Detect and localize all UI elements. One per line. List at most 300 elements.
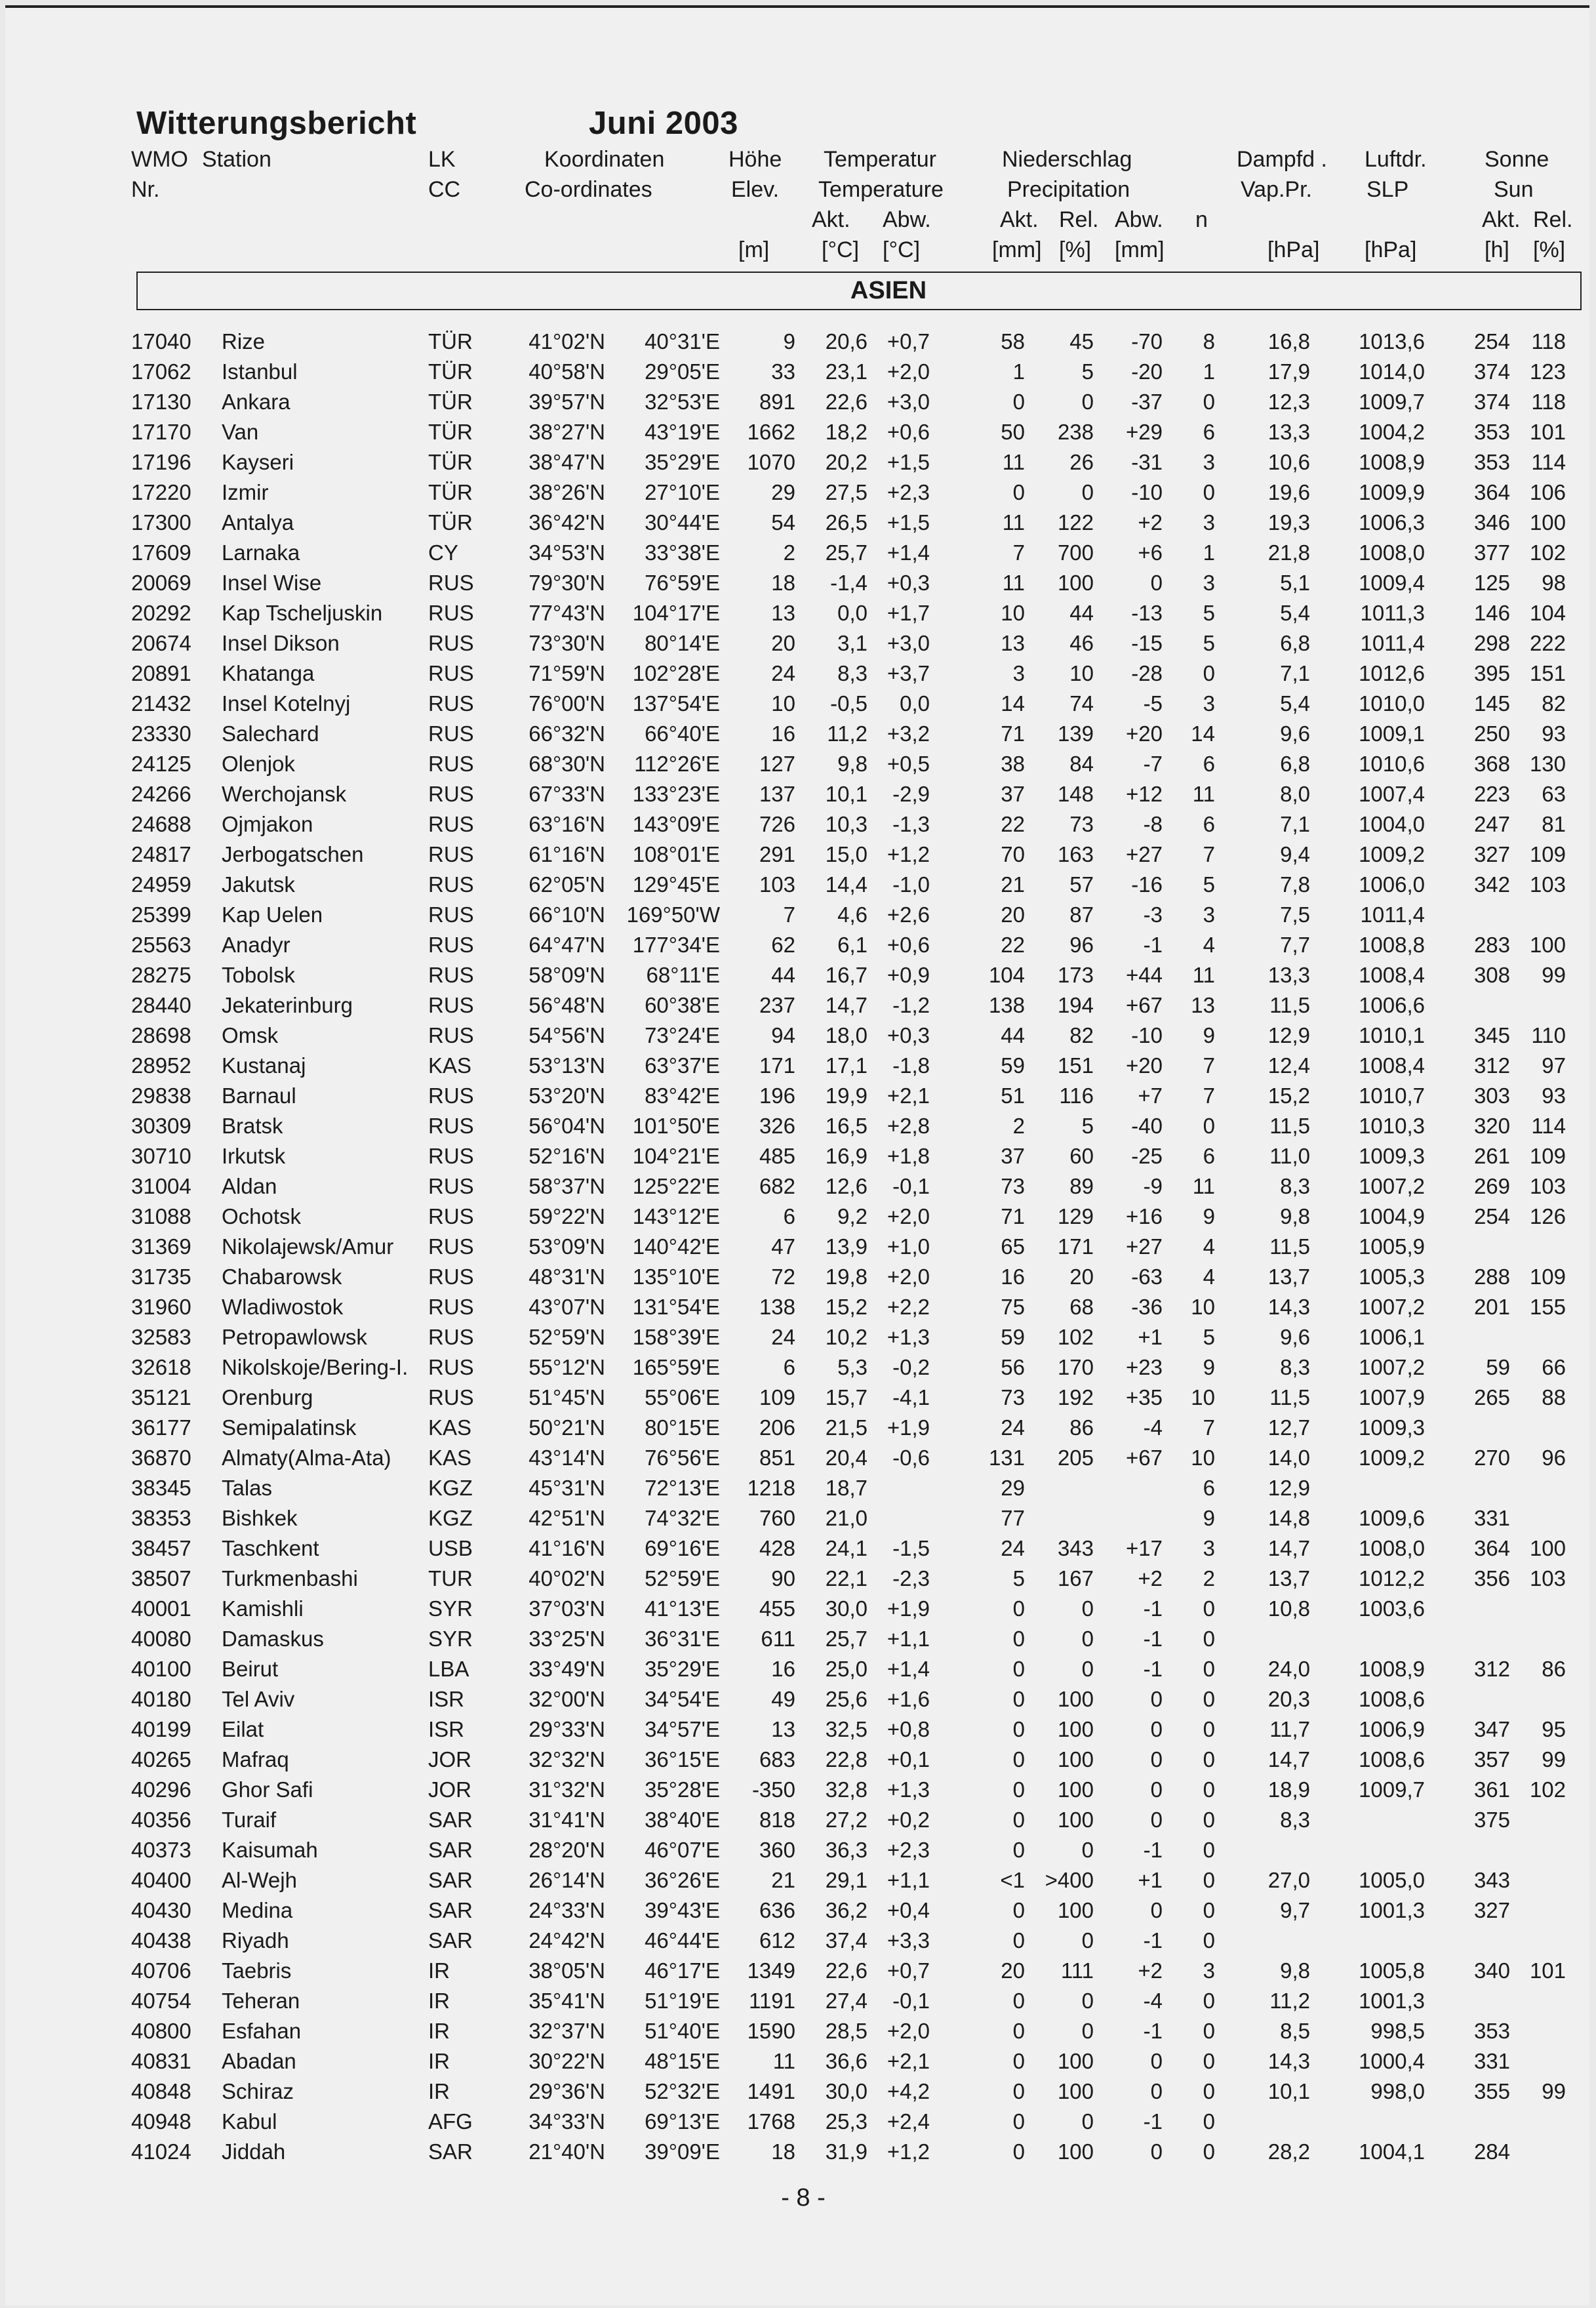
cell-wmo-nr: 28275 [131,963,191,987]
cell-wmo-nr: 36177 [131,1415,191,1440]
header-elev: Elev. [731,177,780,202]
header-temp-abw: Abw. [883,207,931,232]
cell-precip-days: 8 [1203,329,1215,354]
cell-sun-akt: 261 [1473,1144,1510,1168]
cell-slp: 1006,9 [1359,1717,1425,1741]
cell-station-name: Almaty(Alma-Ata) [222,1446,391,1470]
cell-temp-akt: 15,0 [825,842,868,866]
cell-precip-days: 7 [1203,1415,1215,1440]
header-nied-abw: Abw. [1115,207,1163,232]
cell-precip-rel: 26 [1069,450,1094,474]
cell-station-name: Rize [222,329,266,354]
cell-temp-akt: 16,7 [825,963,868,987]
header-temperatur: Temperatur [824,147,936,172]
cell-vapour-pressure: 24,0 [1267,1657,1310,1681]
cell-precip-akt: 138 [988,993,1025,1017]
cell-temp-abw: +0,9 [887,963,930,987]
cell-vapour-pressure: 8,0 [1280,782,1310,806]
cell-precip-abw: +20 [1126,1053,1163,1078]
cell-elevation: 137 [759,782,795,806]
cell-wmo-nr: 20069 [131,571,191,595]
cell-precip-days: 1 [1203,359,1215,384]
cell-precip-days: 5 [1203,1325,1215,1349]
cell-precip-rel: 0 [1081,390,1094,414]
cell-precip-akt: 21 [1001,872,1025,897]
cell-vapour-pressure: 5,1 [1280,571,1310,595]
cell-sun-rel: 114 [1531,450,1566,474]
cell-precip-akt: 56 [1001,1355,1025,1379]
table-row [5,1777,1596,1808]
cell-latitude: 56°48'N [529,993,605,1017]
cell-sun-akt: 361 [1473,1777,1510,1802]
cell-longitude: 35°28'E [645,1777,720,1802]
cell-longitude: 52°59'E [645,1566,720,1590]
cell-wmo-nr: 20674 [131,631,191,655]
cell-latitude: 53°20'N [529,1083,605,1108]
cell-precip-rel: 20 [1069,1265,1094,1289]
cell-sun-rel: 109 [1529,842,1566,866]
cell-temp-abw: +1,5 [887,510,930,535]
cell-longitude: 69°16'E [645,1536,720,1560]
cell-sun-akt: 201 [1473,1295,1510,1319]
cell-wmo-nr: 40080 [131,1627,191,1651]
cell-elevation: 47 [771,1234,795,1259]
cell-wmo-nr: 30710 [131,1144,191,1168]
cell-longitude: 137°54'E [632,691,720,716]
cell-slp: 1010,0 [1359,691,1425,716]
table-row [5,329,1596,359]
table-row [5,1234,1596,1265]
cell-station-name: Turkmenbashi [222,1566,358,1590]
cell-wmo-nr: 40296 [131,1777,191,1802]
cell-elevation: 818 [759,1808,795,1832]
cell-precip-days: 6 [1203,812,1215,836]
cell-precip-days: 0 [1203,1657,1215,1681]
cell-elevation: 171 [759,1053,795,1078]
cell-precip-akt: 71 [1001,721,1025,746]
cell-elevation: 1768 [747,2109,795,2134]
cell-longitude: 129°45'E [632,872,720,897]
cell-elevation: 10 [771,691,795,716]
cell-precip-days: 14 [1191,721,1215,746]
cell-precip-akt: 58 [1001,329,1025,354]
cell-vapour-pressure: 16,8 [1267,329,1310,354]
cell-slp: 1011,4 [1360,631,1425,655]
cell-temp-abw: +3,3 [887,1928,930,1953]
cell-precip-abw: -7 [1143,752,1163,776]
cell-temp-abw: +0,2 [887,1808,930,1832]
cell-precip-days: 0 [1203,1808,1215,1832]
header-hoehe-unit: [m] [738,237,770,262]
cell-station-name: Petropawlowsk [222,1325,367,1349]
cell-sun-akt: 377 [1473,540,1510,565]
table-row [5,1536,1596,1566]
cell-station-name: Orenburg [222,1385,313,1409]
cell-elevation: 138 [759,1295,795,1319]
cell-temp-akt: 28,5 [825,2019,868,2043]
cell-temp-abw: +2,0 [887,1204,930,1228]
cell-temp-akt: 24,1 [825,1536,868,1560]
cell-elevation: 611 [761,1627,795,1651]
cell-temp-akt: 18,7 [825,1476,868,1500]
cell-longitude: 60°38'E [645,993,720,1017]
cell-slp: 1009,2 [1359,842,1425,866]
cell-slp: 1008,6 [1359,1747,1425,1771]
cell-precip-akt: 10 [1001,601,1025,625]
cell-precip-days: 3 [1203,450,1215,474]
cell-vapour-pressure: 14,7 [1267,1747,1310,1771]
cell-precip-abw: -1 [1143,2109,1163,2134]
cell-precip-abw: -10 [1131,480,1163,504]
cell-precip-days: 5 [1203,872,1215,897]
cell-sun-akt: 247 [1473,812,1510,836]
cell-precip-rel: 171 [1057,1234,1094,1259]
cell-longitude: 135°10'E [632,1265,720,1289]
cell-temp-akt: 27,4 [825,1989,868,2013]
cell-country-code: RUS [428,902,474,927]
cell-precip-days: 11 [1192,782,1215,806]
cell-station-name: Irkutsk [222,1144,286,1168]
cell-country-code: KGZ [428,1476,473,1500]
cell-temp-abw: -2,9 [892,782,930,806]
cell-precip-abw: -63 [1131,1265,1163,1289]
cell-latitude: 24°42'N [529,1928,605,1953]
cell-precip-abw: -8 [1143,812,1163,836]
table-row [5,933,1596,963]
table-row [5,631,1596,661]
cell-latitude: 34°33'N [529,2109,605,2134]
cell-wmo-nr: 40199 [131,1717,191,1741]
cell-precip-abw: -4 [1143,1989,1163,2013]
cell-longitude: 48°15'E [645,2049,720,2073]
cell-latitude: 59°22'N [529,1204,605,1228]
cell-wmo-nr: 17300 [131,510,191,535]
cell-sun-akt: 269 [1473,1174,1510,1198]
cell-precip-rel: 122 [1057,510,1094,535]
cell-precip-abw: -1 [1143,1627,1163,1651]
cell-country-code: KGZ [428,1506,473,1530]
cell-wmo-nr: 40373 [131,1838,191,1862]
cell-wmo-nr: 30309 [131,1114,191,1138]
header-nied-abw-unit: [mm] [1115,237,1165,262]
cell-station-name: Istanbul [222,359,298,384]
cell-sun-rel: 97 [1542,1053,1566,1078]
cell-longitude: 112°26'E [634,752,720,776]
cell-precip-abw: +67 [1126,1446,1163,1470]
cell-sun-akt: 308 [1473,963,1510,987]
cell-precip-rel: 68 [1069,1295,1094,1319]
cell-country-code: RUS [428,963,474,987]
cell-sun-rel: 103 [1529,1566,1566,1590]
table-row [5,691,1596,721]
cell-temp-abw: -1,8 [892,1053,930,1078]
cell-country-code: RUS [428,1083,474,1108]
cell-station-name: Barnaul [222,1083,296,1108]
cell-precip-days: 0 [1203,1687,1215,1711]
cell-longitude: 169°50'W [626,902,720,927]
cell-elevation: 206 [759,1415,795,1440]
cell-vapour-pressure: 11,5 [1269,1385,1310,1409]
report-period: Juni 2003 [589,106,738,141]
header-sonne-rel-unit: [%] [1533,237,1566,262]
cell-longitude: 43°19'E [645,420,720,444]
cell-wmo-nr: 40265 [131,1747,191,1771]
cell-latitude: 21°40'N [529,2139,605,2164]
cell-precip-abw: +29 [1126,420,1163,444]
cell-temp-akt: 15,7 [825,1385,868,1409]
cell-station-name: Ochotsk [222,1204,302,1228]
cell-vapour-pressure: 8,5 [1280,2019,1310,2043]
header-hoehe: Höhe [728,147,782,172]
cell-vapour-pressure: 8,3 [1280,1355,1310,1379]
header-slp: SLP [1367,177,1409,202]
cell-precip-akt: 13 [1001,631,1025,655]
cell-slp: 1008,4 [1359,963,1425,987]
cell-sun-rel: 151 [1529,661,1566,685]
cell-temp-abw: +1,2 [887,2139,930,2164]
cell-sun-akt: 283 [1473,933,1510,957]
cell-precip-days: 0 [1203,2109,1215,2134]
cell-latitude: 52°59'N [529,1325,605,1349]
cell-precip-akt: 24 [1001,1536,1025,1560]
header-koordinaten: Koordinaten [544,147,665,172]
cell-precip-akt: 44 [1001,1023,1025,1047]
header-cc: CC [428,177,461,202]
cell-longitude: 140°42'E [632,1234,720,1259]
table-row [5,1476,1596,1506]
cell-temp-akt: 25,3 [825,2109,868,2134]
cell-vapour-pressure: 14,8 [1267,1506,1310,1530]
cell-station-name: Talas [222,1476,273,1500]
cell-elevation: 1590 [747,2019,795,2043]
cell-precip-rel: 100 [1057,1808,1094,1832]
cell-vapour-pressure: 7,5 [1280,902,1310,927]
cell-wmo-nr: 24266 [131,782,191,806]
cell-temp-abw: -0,1 [892,1989,930,2013]
cell-temp-abw: -1,0 [892,872,930,897]
header-nied-akt: Akt. [1000,207,1039,232]
cell-temp-abw: +1,9 [887,1415,930,1440]
cell-precip-akt: 104 [988,963,1025,987]
cell-precip-rel: 84 [1069,752,1094,776]
cell-latitude: 37°03'N [529,1596,605,1621]
table-row [5,1023,1596,1053]
cell-slp: 1009,4 [1359,571,1425,595]
cell-sun-rel: 114 [1531,1114,1566,1138]
cell-elevation: 13 [771,601,795,625]
cell-slp: 1009,7 [1359,390,1425,414]
cell-temp-akt: 6,1 [837,933,868,957]
cell-sun-akt: 331 [1473,2049,1510,2073]
cell-sun-akt: 368 [1473,752,1510,776]
cell-latitude: 43°14'N [529,1446,605,1470]
cell-precip-abw: +16 [1126,1204,1163,1228]
cell-longitude: 80°15'E [645,1415,720,1440]
cell-temp-abw: +1,7 [887,601,930,625]
cell-temp-abw: +0,1 [887,1747,930,1771]
cell-sun-akt: 288 [1473,1265,1510,1289]
cell-precip-rel: 100 [1057,1777,1094,1802]
cell-precip-rel: 0 [1081,1596,1094,1621]
cell-latitude: 45°31'N [529,1476,605,1500]
cell-station-name: Insel Wise [222,571,322,595]
cell-vapour-pressure: 7,1 [1280,812,1310,836]
cell-precip-days: 3 [1203,691,1215,716]
cell-wmo-nr: 17062 [131,359,191,384]
cell-temp-akt: -1,4 [830,571,868,595]
cell-temp-akt: 11,2 [827,721,868,746]
cell-slp: 1007,4 [1359,782,1425,806]
cell-sun-akt: 374 [1473,390,1510,414]
cell-longitude: 52°32'E [645,2079,720,2103]
cell-sun-rel: 222 [1529,631,1566,655]
header-sun: Sun [1494,177,1534,202]
table-row [5,1114,1596,1144]
cell-sun-akt: 125 [1473,571,1510,595]
cell-precip-rel: 0 [1081,1657,1094,1681]
cell-precip-abw: +44 [1126,963,1163,987]
cell-sun-akt: 270 [1473,1446,1510,1470]
cell-precip-days: 3 [1203,571,1215,595]
header-wmo: WMO [131,147,188,172]
cell-longitude: 165°59'E [632,1355,720,1379]
cell-temp-akt: 32,5 [825,1717,868,1741]
cell-country-code: ISR [428,1717,465,1741]
cell-sun-akt: 342 [1473,872,1510,897]
cell-slp: 1014,0 [1359,359,1425,384]
cell-wmo-nr: 17130 [131,390,191,414]
table-row [5,812,1596,842]
cell-precip-rel: 0 [1081,480,1094,504]
cell-sun-rel: 93 [1542,1083,1566,1108]
cell-vapour-pressure: 17,9 [1267,359,1310,384]
cell-vapour-pressure: 14,0 [1267,1446,1310,1470]
cell-precip-days: 11 [1192,963,1215,987]
cell-temp-akt: 22,8 [825,1747,868,1771]
cell-temp-akt: 15,2 [825,1295,868,1319]
cell-wmo-nr: 38353 [131,1506,191,1530]
cell-precip-akt: 59 [1001,1325,1025,1349]
cell-wmo-nr: 25563 [131,933,191,957]
header-nr: Nr. [131,177,160,202]
cell-vapour-pressure: 9,8 [1280,1958,1310,1983]
cell-temp-abw: +2,0 [887,359,930,384]
cell-vapour-pressure: 19,6 [1267,480,1310,504]
cell-country-code: USB [428,1536,473,1560]
cell-precip-days: 9 [1203,1355,1215,1379]
cell-precip-days: 0 [1203,1928,1215,1953]
cell-vapour-pressure: 6,8 [1280,631,1310,655]
cell-slp: 1011,4 [1360,902,1425,927]
cell-wmo-nr: 17220 [131,480,191,504]
cell-sun-akt: 347 [1473,1717,1510,1741]
cell-temp-abw: -2,3 [892,1566,930,1590]
header-temperature: Temperature [818,177,944,202]
cell-precip-rel: 700 [1057,540,1094,565]
cell-longitude: 40°31'E [645,329,720,354]
cell-longitude: 101°50'E [632,1114,720,1138]
cell-temp-abw: +2,1 [887,2049,930,2073]
cell-precip-akt: 37 [1001,782,1025,806]
cell-latitude: 64°47'N [529,933,605,957]
cell-sun-akt: 353 [1473,2019,1510,2043]
cell-vapour-pressure: 6,8 [1280,752,1310,776]
cell-precip-akt: 0 [1012,1657,1025,1681]
cell-country-code: TÜR [428,390,473,414]
cell-sun-rel: 96 [1542,1446,1566,1470]
station-table [5,329,1596,2170]
cell-elevation: 13 [771,1717,795,1741]
cell-precip-akt: 0 [1012,1687,1025,1711]
cell-sun-rel: 100 [1529,1536,1566,1560]
cell-precip-akt: 22 [1001,812,1025,836]
cell-longitude: 35°29'E [645,450,720,474]
cell-country-code: RUS [428,1355,474,1379]
cell-sun-rel: 109 [1529,1144,1566,1168]
cell-sun-akt: 355 [1473,2079,1510,2103]
cell-station-name: Riyadh [222,1928,289,1953]
cell-temp-akt: 20,2 [825,450,868,474]
cell-vapour-pressure: 10,1 [1267,2079,1310,2103]
cell-precip-rel: 238 [1057,420,1094,444]
cell-slp: 1005,8 [1359,1958,1425,1983]
cell-wmo-nr: 31960 [131,1295,191,1319]
cell-sun-rel: 109 [1529,1265,1566,1289]
cell-temp-abw: +0,8 [887,1717,930,1741]
cell-slp: 1009,7 [1359,1777,1425,1802]
cell-precip-akt: 71 [1001,1204,1025,1228]
cell-longitude: 35°29'E [645,1657,720,1681]
header-sonne: Sonne [1485,147,1549,172]
cell-latitude: 68°30'N [529,752,605,776]
cell-country-code: RUS [428,842,474,866]
cell-temp-abw: 0,0 [900,691,930,716]
cell-wmo-nr: 40438 [131,1928,191,1953]
table-row [5,1958,1596,1989]
cell-temp-akt: 30,0 [825,1596,868,1621]
cell-elevation: 18 [771,2139,795,2164]
cell-wmo-nr: 38345 [131,1476,191,1500]
cell-wmo-nr: 31088 [131,1204,191,1228]
cell-temp-abw: +1,1 [887,1868,930,1892]
cell-vapour-pressure: 15,2 [1267,1083,1310,1108]
cell-precip-days: 4 [1203,933,1215,957]
table-row [5,1566,1596,1596]
cell-slp: 1009,2 [1359,1446,1425,1470]
cell-longitude: 63°37'E [645,1053,720,1078]
cell-temp-akt: 25,7 [825,540,868,565]
cell-country-code: IR [428,2019,450,2043]
cell-longitude: 32°53'E [645,390,720,414]
cell-sun-akt: 303 [1473,1083,1510,1108]
cell-precip-rel: 205 [1057,1446,1094,1470]
table-row [5,993,1596,1023]
cell-slp: 1004,1 [1359,2139,1425,2164]
cell-country-code: RUS [428,1204,474,1228]
cell-temp-abw: +1,4 [887,540,930,565]
cell-vapour-pressure: 8,3 [1280,1808,1310,1832]
cell-latitude: 39°57'N [529,390,605,414]
cell-longitude: 177°34'E [632,933,720,957]
cell-slp: 1008,9 [1359,450,1425,474]
cell-vapour-pressure: 7,1 [1280,661,1310,685]
cell-temp-abw: +1,6 [887,1687,930,1711]
cell-precip-akt: 22 [1001,933,1025,957]
cell-sun-rel: 100 [1529,510,1566,535]
cell-precip-abw: -3 [1143,902,1163,927]
cell-precip-rel: 100 [1057,1747,1094,1771]
cell-temp-abw: +2,3 [887,1838,930,1862]
